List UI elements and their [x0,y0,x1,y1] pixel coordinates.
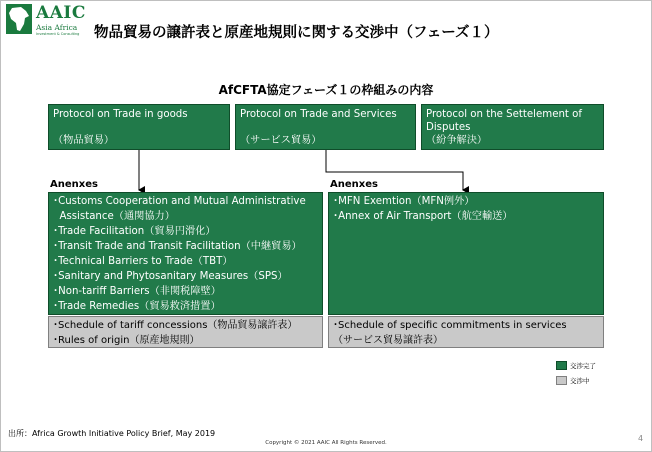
services-pending-box [328,316,604,348]
goods-annex-item: ･Sanitary and Phytosanitary Measures（SPS） [53,271,288,282]
services-annexes-box [328,192,604,315]
protocol-goods-ja: （物品貿易） [53,135,115,146]
goods-annex-item: ･Trade Remedies（貿易救済措置） [53,301,221,312]
protocol-services-ja: （サービス貿易） [240,135,322,146]
legend-swatch-completed [556,361,567,370]
goods-annex-item: ･Trade Facilitation（貿易円滑化） [53,226,216,237]
protocol-disputes-ja: （紛争解決） [426,135,488,146]
services-annexes-label: Anenxes [330,179,378,190]
goods-annex-item: ･Technical Barriers to Trade（TBT） [53,256,233,267]
protocol-goods-name-cont [53,121,225,134]
legend-label-completed: 交渉完了 [570,362,596,370]
protocol-disputes-box [421,104,604,150]
goods-annex-item: Assistance（通関協力） [53,211,175,222]
logo-tagline: Investment & Consulting [36,32,80,36]
page-number: 4 [638,434,644,443]
legend-label-pending: 交渉中 [570,377,590,385]
legend-swatch-pending [556,376,567,385]
diagram-subtitle: AfCFTA協定フェーズ１の枠組みの内容 [218,83,434,97]
protocol-services-box [235,104,416,150]
protocol-disputes-name-cont: Disputes [426,122,471,133]
protocol-goods-box [48,104,230,150]
goods-annexes-label: Anenxes [50,179,98,190]
page-title: 物品貿易の譲許表と原産地規則に関する交渉中（フェーズ１） [94,25,499,41]
services-annex-item: ･Annex of Air Transport（航空輸送） [333,211,513,222]
protocol-goods-name: Protocol on Trade in goods [53,109,188,120]
services-annex-item: ･MFN Exemtion（MFN例外） [333,196,475,207]
goods-annex-item: ･Transit Trade and Transit Facilitation（中継貿易） [53,241,302,252]
goods-annexes-box [48,192,323,315]
services-pending-item: （サービス貿易譲許表） [333,335,443,346]
protocol-services-name-cont [240,121,411,134]
logo-subtitle: Asia Africa [36,23,78,32]
protocol-services-name: Protocol on Trade and Services [240,109,397,120]
protocol-disputes-name: Protocol on the Settelement of [426,109,582,120]
goods-annex-item: ･Customs Cooperation and Mutual Administrative [53,196,306,207]
logo-name: AAIC [36,3,86,23]
goods-pending-item: ･Schedule of tariff concessions（物品貿易譲許表） [53,320,298,331]
source-note: 出所：Africa Growth Initiative Policy Brief, May 2019 [8,429,216,438]
goods-annex-item: ･Non-tariff Barriers（非関税障壁） [53,286,221,297]
goods-pending-box [48,316,323,348]
copyright: Copyright © 2021 AAIC All Rights Reserved. [265,440,387,446]
goods-pending-item: ･Rules of origin（原産地規則） [53,335,200,346]
services-pending-item: ･Schedule of specific commitments in services [333,320,567,331]
